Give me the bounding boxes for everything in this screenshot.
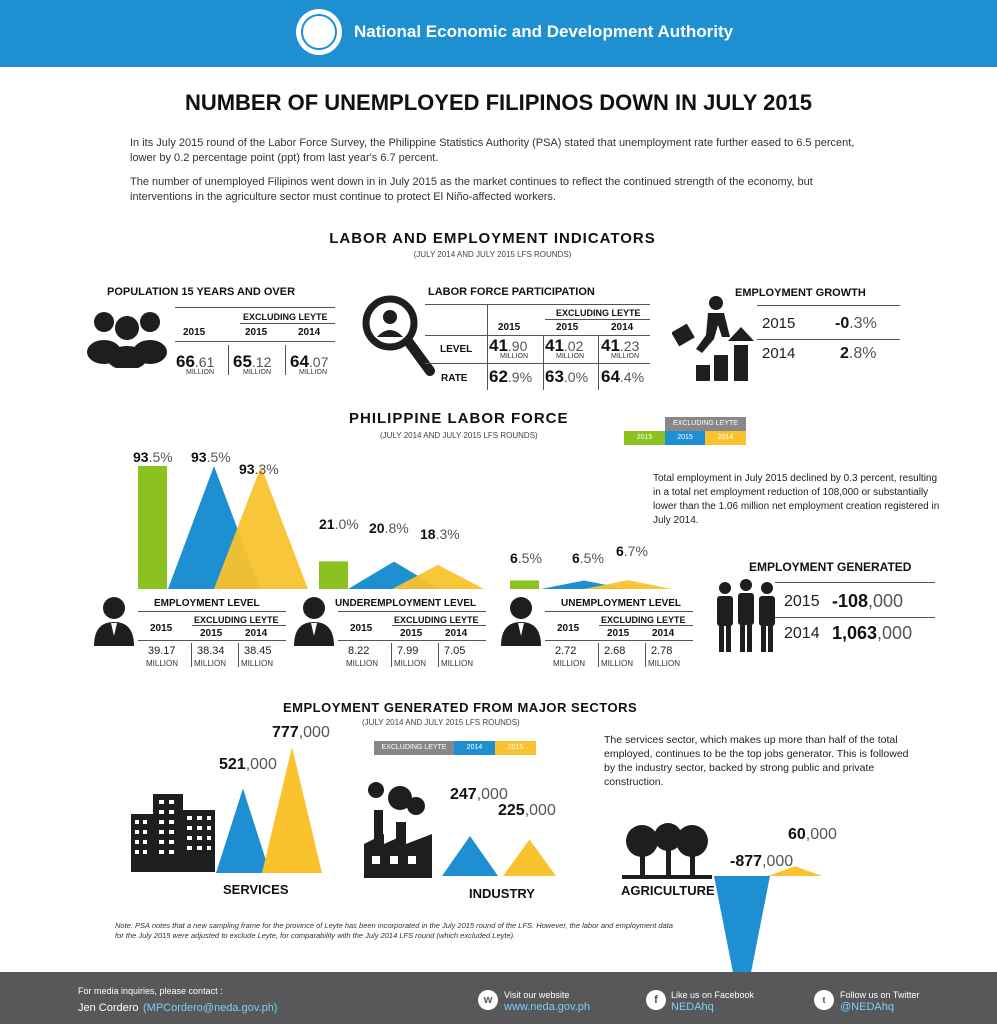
sectors-subtitle: (JULY 2014 AND JULY 2015 LFS ROUNDS) bbox=[362, 718, 520, 727]
twitter-icon[interactable]: t bbox=[814, 990, 834, 1010]
page-title: NUMBER OF UNEMPLOYED FILIPINOS DOWN IN JULY 2015 bbox=[184, 90, 813, 115]
level-value: 38.34 bbox=[197, 645, 225, 657]
indicators-subtitle: (JULY 2014 AND JULY 2015 LFS ROUNDS) bbox=[413, 250, 572, 259]
industry-2014-value: 247,000 bbox=[450, 786, 508, 803]
labor-force-subtitle: (JULY 2014 AND JULY 2015 LFS ROUNDS) bbox=[380, 431, 538, 440]
sectors-title: EMPLOYMENT GENERATED FROM MAJOR SECTORS bbox=[283, 700, 638, 715]
services-2014-value: 521,000 bbox=[219, 756, 277, 773]
generated-title: EMPLOYMENT GENERATED bbox=[749, 560, 912, 574]
indicators-title: LABOR AND EMPLOYMENT INDICATORS bbox=[329, 230, 656, 247]
services-triangle-2014 bbox=[216, 789, 270, 873]
level-value: 8.22 bbox=[348, 645, 370, 657]
sectors-note: The services sector, which makes up more than half of the total employed, continues to be the top jobs generator. This is followed by the industry sector, backed by strong public and private construction. bbox=[604, 734, 909, 788]
services-label: SERVICES bbox=[223, 882, 289, 897]
intro-paragraph-1: In its July 2015 round of the Labor Force Survey, the Philippine Statistics Authority (PSA) stated that unemployment rate further eased to 6.5 percent, lower by 0.2 percentage point (ppt) from last year's 6.7 percent. bbox=[130, 137, 855, 164]
services-2015-value: 777,000 bbox=[272, 724, 330, 741]
level-value: 7.05 bbox=[444, 645, 466, 657]
population-2015-value: 66.61 bbox=[176, 352, 215, 371]
level-value: 2.68 bbox=[604, 645, 626, 657]
industry-triangle-2015 bbox=[503, 840, 556, 876]
org-name: National Economic and Development Authority bbox=[354, 22, 734, 41]
population-excl-2014-value: 64.07 bbox=[290, 352, 329, 371]
agriculture-2015-value: 60,000 bbox=[788, 826, 837, 843]
growth-title: EMPLOYMENT GROWTH bbox=[735, 287, 866, 299]
population-excl-header: EXCLUDING LEYTE bbox=[243, 312, 328, 322]
contact-name: Jen Cordero bbox=[78, 1002, 139, 1014]
intro-paragraph-2: The number of unemployed Filipinos went down in in July 2015 as the market continues to reflect the continued strength of the economy, but interventions in the agriculture sector must continue to protect El Niño-affected workers. bbox=[130, 176, 813, 203]
lfp-title: LABOR FORCE PARTICIPATION bbox=[428, 286, 595, 298]
level-value: 39.17 bbox=[148, 645, 176, 657]
website-link[interactable]: www.neda.gov.ph bbox=[504, 1001, 591, 1013]
level-value: 38.45 bbox=[244, 645, 272, 657]
population-excl-2014-header: 2014 bbox=[298, 327, 321, 338]
lfp-level-label: LEVEL bbox=[440, 344, 473, 355]
labor-force-title: PHILIPPINE LABOR FORCE bbox=[349, 410, 569, 427]
lfp-excl-header: EXCLUDING LEYTE bbox=[556, 308, 641, 318]
lfp-rate-label: RATE bbox=[441, 373, 468, 384]
industry-triangle-2014 bbox=[442, 836, 498, 876]
population-excl-2015-value: 65.12 bbox=[233, 352, 272, 371]
population-title: POPULATION 15 YEARS AND OVER bbox=[107, 286, 296, 298]
level-value: 2.78 bbox=[651, 645, 673, 657]
web-icon[interactable]: w bbox=[478, 990, 498, 1010]
industry-2015-value: 225,000 bbox=[498, 802, 556, 819]
twitter-link[interactable]: @NEDAhq bbox=[840, 1001, 894, 1013]
population-excl-2015-header: 2015 bbox=[245, 327, 268, 338]
facebook-link[interactable]: NEDAhq bbox=[671, 1001, 714, 1013]
agriculture-2014-value: -877,000 bbox=[730, 853, 794, 870]
footnote: Note: PSA notes that a new sampling frame for the province of Leyte has been incorporated in the July 2015 round of the LFS. However, the labor and employment data for the July 2015 were adjusted to exclude Leyte, for comparability with the July 2014 LFS round (which excluded Leyte). bbox=[115, 921, 673, 940]
level-value: 2.72 bbox=[555, 645, 577, 657]
level-table-title: UNDEREMPLOYMENT LEVEL bbox=[335, 598, 477, 609]
level-table-title: UNEMPLOYMENT LEVEL bbox=[561, 598, 682, 609]
labor-force-note: Total employment in July 2015 declined by 0.3 percent, resulting in a total net employment reduction of 108,000 or substantially lower than the 1.06 million net employment creation registered in July 2014. bbox=[653, 473, 940, 526]
level-table-title: EMPLOYMENT LEVEL bbox=[154, 598, 260, 609]
industry-label: INDUSTRY bbox=[469, 886, 535, 901]
population-2015-header: 2015 bbox=[183, 327, 206, 338]
contact-email-link[interactable]: (MPCordero@neda.gov.ph) bbox=[143, 1002, 278, 1014]
agriculture-label: AGRICULTURE bbox=[621, 883, 715, 898]
facebook-icon[interactable]: f bbox=[646, 990, 666, 1010]
level-value: 7.99 bbox=[397, 645, 419, 657]
